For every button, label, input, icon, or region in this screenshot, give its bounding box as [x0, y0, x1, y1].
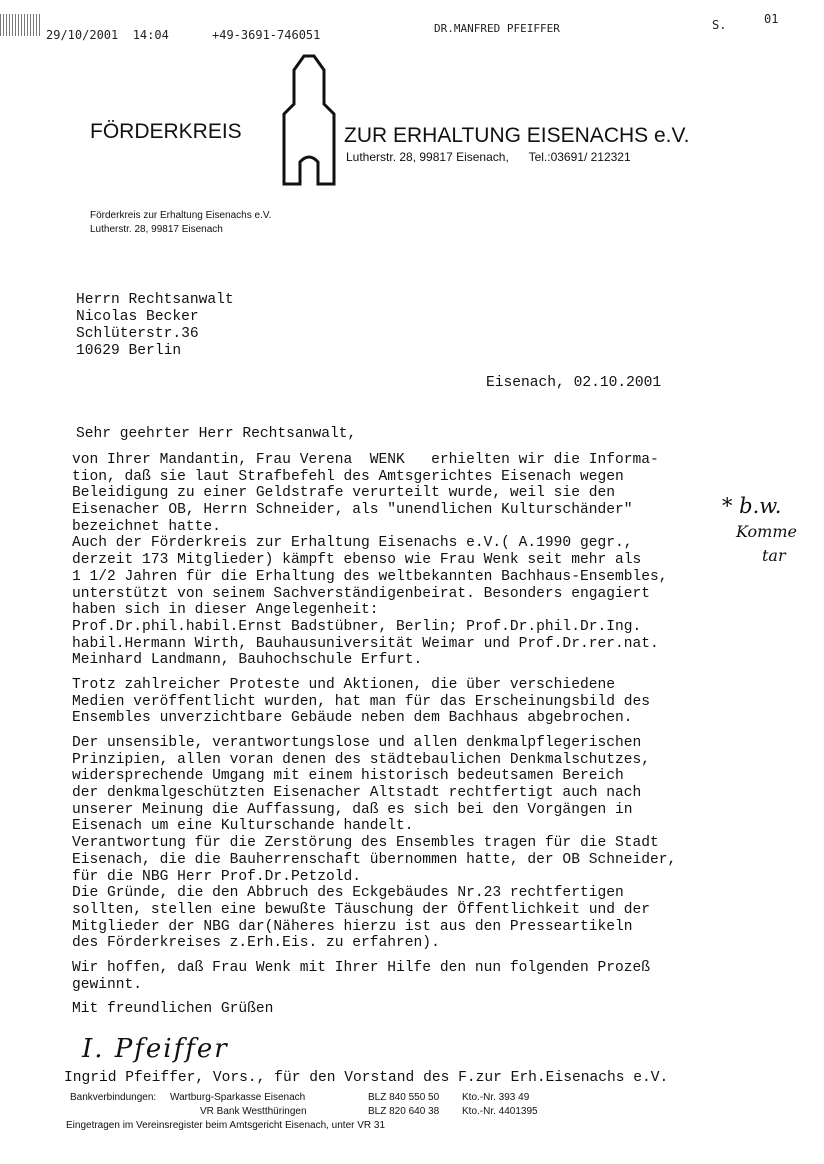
body-line: 1 1/2 Jahren für die Erhaltung des weltbekannten Bachhaus-Ensembles,: [72, 568, 668, 585]
paragraph-gap: [72, 669, 676, 677]
body-line: tion, daß sie laut Strafbefehl des Amtsgerichtes Eisenach wegen: [72, 468, 624, 485]
fax-page-prefix: S.: [712, 18, 727, 32]
body-line: Eisenach um eine Kulturschande handelt.: [72, 818, 414, 835]
footer-bank-label: Bankverbindungen:: [70, 1092, 157, 1103]
margin-note-line-1: * b.w.: [722, 494, 782, 518]
footer-register: Eingetragen im Vereinsregister beim Amtsgericht Eisenach, unter VR 31: [66, 1120, 386, 1131]
fax-sender: DR.MANFRED PFEIFFER: [434, 22, 560, 35]
body-line: unterstützt von seinem Sachverständigenbeirat. Besonders engagiert: [72, 585, 651, 602]
margin-note-line-3: tar: [762, 546, 786, 565]
body-line: für die NBG Herr Prof.Dr.Petzold.: [72, 868, 362, 885]
handwritten-signature: I. Pfeiffer: [82, 1034, 229, 1064]
recipient-line-3: Schlüterstr.36: [76, 326, 199, 342]
body-line: Medien veröffentlicht wurden, hat man für das Erscheinungsbild des: [72, 693, 651, 710]
body-line: Mitglieder der NBG dar(Näheres hierzu ist aus den Presseartikeln: [72, 918, 633, 935]
body-line: Die Gründe, die den Abbruch des Eckgebäudes Nr.23 rechtfertigen: [72, 885, 624, 902]
paragraph-gap: [72, 952, 676, 960]
body-line: von Ihrer Mandantin, Frau Verena WENK erhielten wir die Informa-: [72, 452, 659, 468]
body-line: Prof.Dr.phil.habil.Ernst Badstübner, Berlin; Prof.Dr.phil.Dr.Ing.: [72, 618, 642, 635]
body-line: sollten, stellen eine bewußte Täuschung der Öffentlichkeit und der: [72, 901, 651, 918]
paragraph-gap: [72, 993, 676, 1001]
fax-noise-left: [0, 14, 40, 36]
body-line: haben sich in dieser Angelegenheit:: [72, 602, 379, 619]
recipient-line-4: 10629 Berlin: [76, 343, 182, 359]
fax-phone: +49-3691-746051: [212, 28, 321, 42]
fax-datetime: 29/10/2001 14:04: [46, 28, 169, 42]
body-line: bezeichnet hatte.: [72, 518, 221, 535]
body-line: Wir hoffen, daß Frau Wenk mit Ihrer Hilfe den nun folgenden Prozeß: [72, 959, 651, 976]
footer-bank2-name: VR Bank Westthüringen: [200, 1106, 307, 1117]
letterhead-address: Lutherstr. 28, 99817 Eisenach, Tel.:03691/ 212321: [346, 150, 631, 164]
body-line: Auch der Förderkreis zur Erhaltung Eisenachs e.V.( A.1990 gegr.,: [72, 535, 633, 552]
body-line: Der unsensible, verantwortungslose und allen denkmalpflegerischen: [72, 735, 642, 751]
salutation: Sehr geehrter Herr Rechtsanwalt,: [76, 426, 357, 442]
margin-note-line-2: Komme: [736, 522, 797, 541]
paragraph-gap: [72, 727, 676, 735]
footer-bank1-name: Wartburg-Sparkasse Eisenach: [170, 1092, 306, 1103]
association-logo: [278, 54, 340, 188]
sender-line-2: Lutherstr. 28, 99817 Eisenach: [90, 224, 223, 235]
footer-bank1-kto: Kto.-Nr. 393 49: [462, 1092, 530, 1103]
fax-page-number: 01: [764, 12, 779, 26]
body-line: widersprechende Umgang mit einem historisch bedeutsamen Bereich: [72, 768, 624, 785]
body-line: Mit freundlichen Grüßen: [72, 1001, 274, 1018]
footer-bank2-kto: Kto.-Nr. 4401395: [462, 1106, 538, 1117]
body-line: derzeit 173 Mitglieder) kämpft ebenso wie Frau Wenk seit mehr als: [72, 552, 642, 569]
footer-bank1-blz: BLZ 840 550 50: [368, 1092, 440, 1103]
body-line: der denkmalgeschützten Eisenacher Altstadt rechtfertigt auch nach: [72, 785, 642, 802]
recipient-line-2: Nicolas Becker: [76, 309, 199, 325]
body-line: Beleidigung zu einer Geldstrafe verurteilt wurde, weil sie den: [72, 485, 615, 502]
body-line: Meinhard Landmann, Bauhochschule Erfurt.: [72, 652, 423, 669]
letterhead-org-right: ZUR ERHALTUNG EISENACHS e.V.: [344, 124, 690, 147]
body-line: gewinnt.: [72, 976, 143, 993]
letter-body: [72, 452, 676, 1018]
body-line: Eisenacher OB, Herrn Schneider, als "unendlichen Kulturschänder": [72, 502, 633, 519]
body-line: Ensembles unverzichtbare Gebäude neben dem Bachhaus abgebrochen.: [72, 710, 633, 727]
body-line: des Förderkreises z.Erh.Eis. zu erfahren).: [72, 935, 440, 952]
date-line: Eisenach, 02.10.2001: [486, 375, 662, 391]
signature-block: Ingrid Pfeiffer, Vors., für den Vorstand des F.zur Erh.Eisenachs e.V.: [64, 1070, 669, 1086]
footer-bank2-blz: BLZ 820 640 38: [368, 1106, 440, 1117]
body-line: Prinzipien, allen voran denen des städtebaulichen Denkmalschutzes,: [72, 751, 651, 768]
body-line: Verantwortung für die Zerstörung des Ensembles tragen für die Stadt: [72, 835, 659, 852]
body-line: habil.Hermann Wirth, Bauhausuniversität Weimar und Prof.Dr.rer.nat.: [72, 635, 659, 652]
body-line: Eisenach, die die Bauherrenschaft übernommen hatte, der OB Schneider,: [72, 851, 677, 868]
body-line: unserer Meinung die Auffassung, daß es sich bei den Vorgängen in: [72, 801, 633, 818]
recipient-line-1: Herrn Rechtsanwalt: [76, 292, 234, 308]
body-line: Trotz zahlreicher Proteste und Aktionen, die über verschiedene: [72, 676, 615, 693]
letterhead-org-left: FÖRDERKREIS: [90, 120, 242, 143]
sender-line-1: Förderkreis zur Erhaltung Eisenachs e.V.: [90, 210, 272, 221]
